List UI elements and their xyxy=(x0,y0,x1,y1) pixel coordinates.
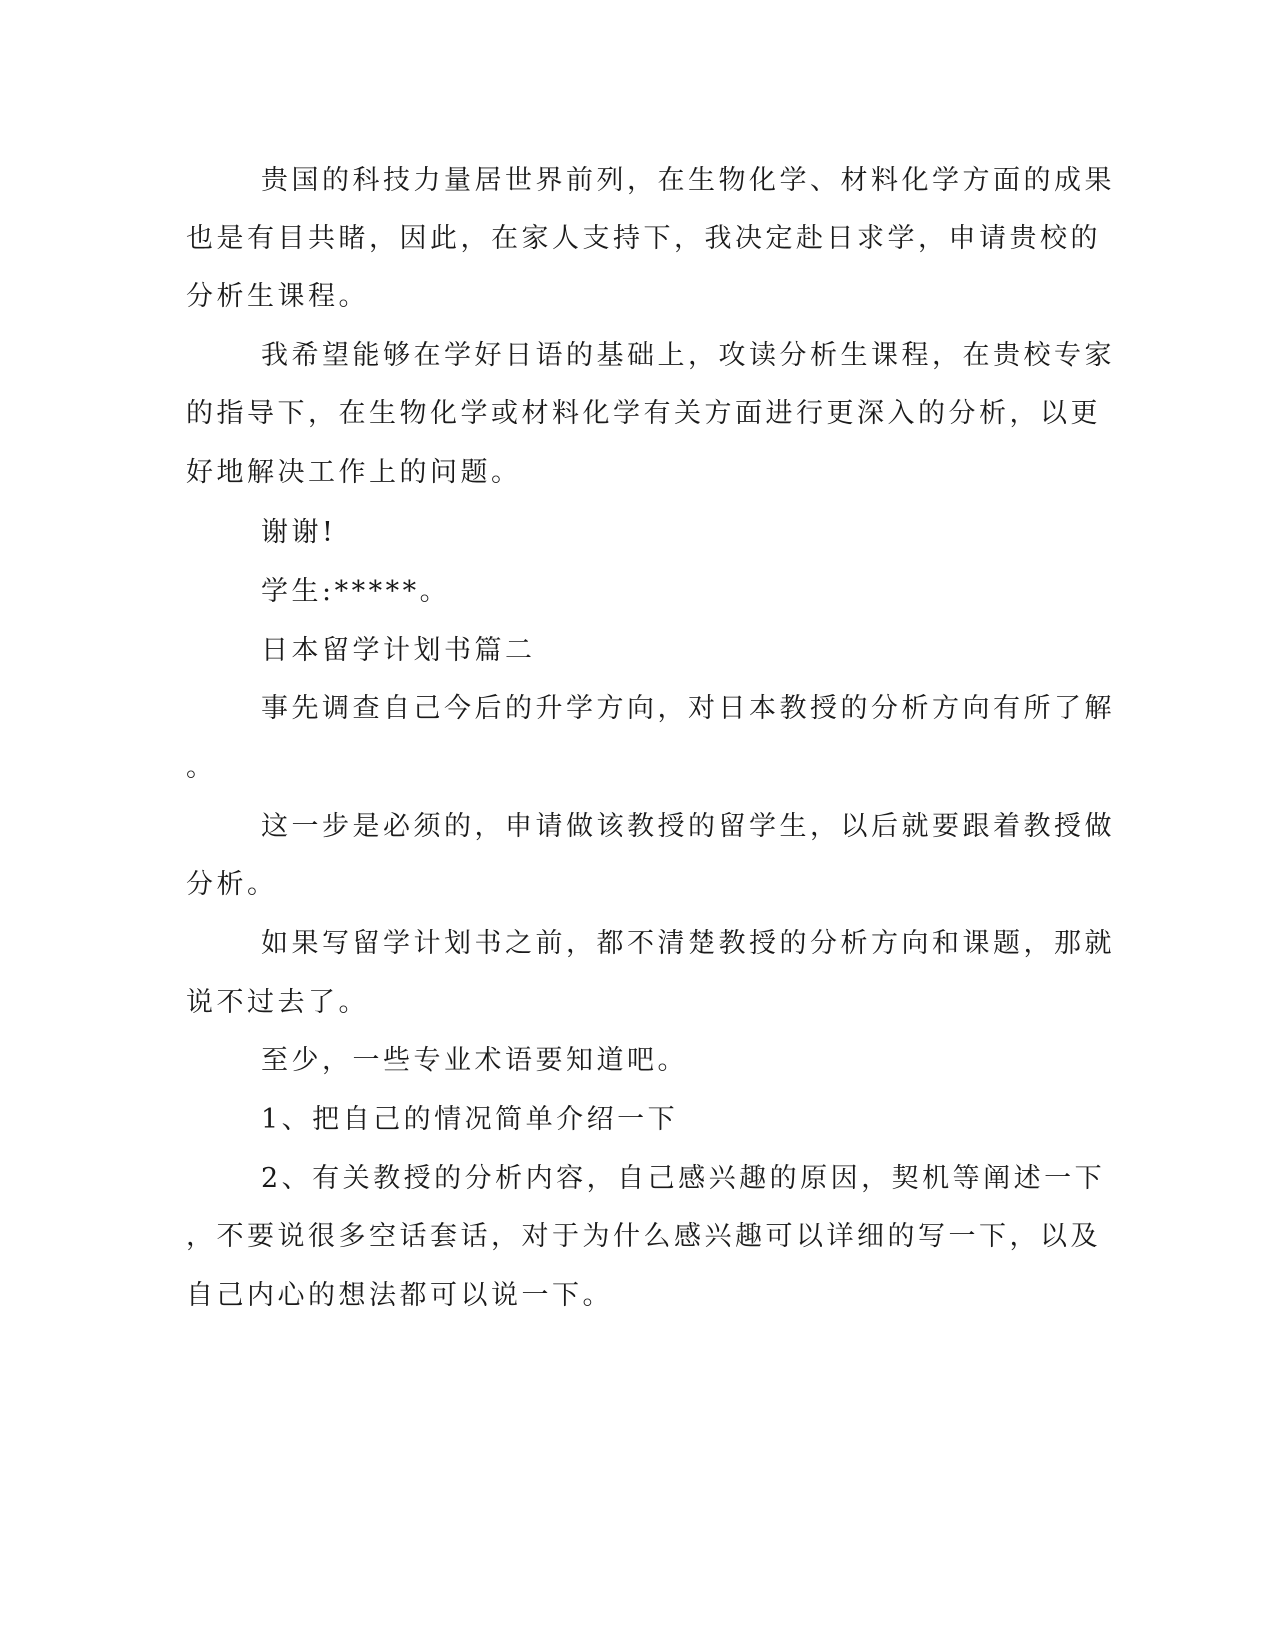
paragraph-line: 说不过去了。 xyxy=(186,987,369,1018)
paragraph-line: 的指导下，在生物化学或材料化学有关方面进行更深入的分析，以更 xyxy=(186,398,1101,429)
signature-line: 学生:*****。 xyxy=(261,576,451,607)
paragraph-line: 好地解决工作上的问题。 xyxy=(186,457,522,488)
paragraph-line: 自己内心的想法都可以说一下。 xyxy=(186,1280,613,1311)
paragraph-line: 至少，一些专业术语要知道吧。 xyxy=(261,1045,688,1076)
section-heading: 日本留学计划书篇二 xyxy=(261,635,536,666)
closing-thanks: 谢谢! xyxy=(261,517,337,548)
paragraph-line: 我希望能够在学好日语的基础上，攻读分析生课程，在贵校专家 xyxy=(261,340,1115,371)
paragraph-line: ，不要说很多空话套话，对于为什么感兴趣可以详细的写一下，以及 xyxy=(186,1221,1101,1252)
paragraph-line: 也是有目共睹，因此，在家人支持下，我决定赴日求学，申请贵校的 xyxy=(186,223,1101,254)
list-item: 2、有关教授的分析内容，自己感兴趣的原因，契机等阐述一下 xyxy=(261,1163,1106,1194)
paragraph-line: 事先调查自己今后的升学方向，对日本教授的分析方向有所了解 xyxy=(261,693,1115,724)
paragraph-line: 如果写留学计划书之前，都不清楚教授的分析方向和课题，那就 xyxy=(261,928,1115,959)
paragraph-line: 分析生课程。 xyxy=(186,281,369,312)
list-item: 1、把自己的情况简单介绍一下 xyxy=(261,1104,679,1135)
paragraph-line: 贵国的科技力量居世界前列，在生物化学、材料化学方面的成果 xyxy=(261,165,1115,196)
paragraph-line: 。 xyxy=(186,752,217,783)
paragraph-line: 分析。 xyxy=(186,869,278,900)
paragraph-line: 这一步是必须的，申请做该教授的留学生，以后就要跟着教授做 xyxy=(261,811,1115,842)
